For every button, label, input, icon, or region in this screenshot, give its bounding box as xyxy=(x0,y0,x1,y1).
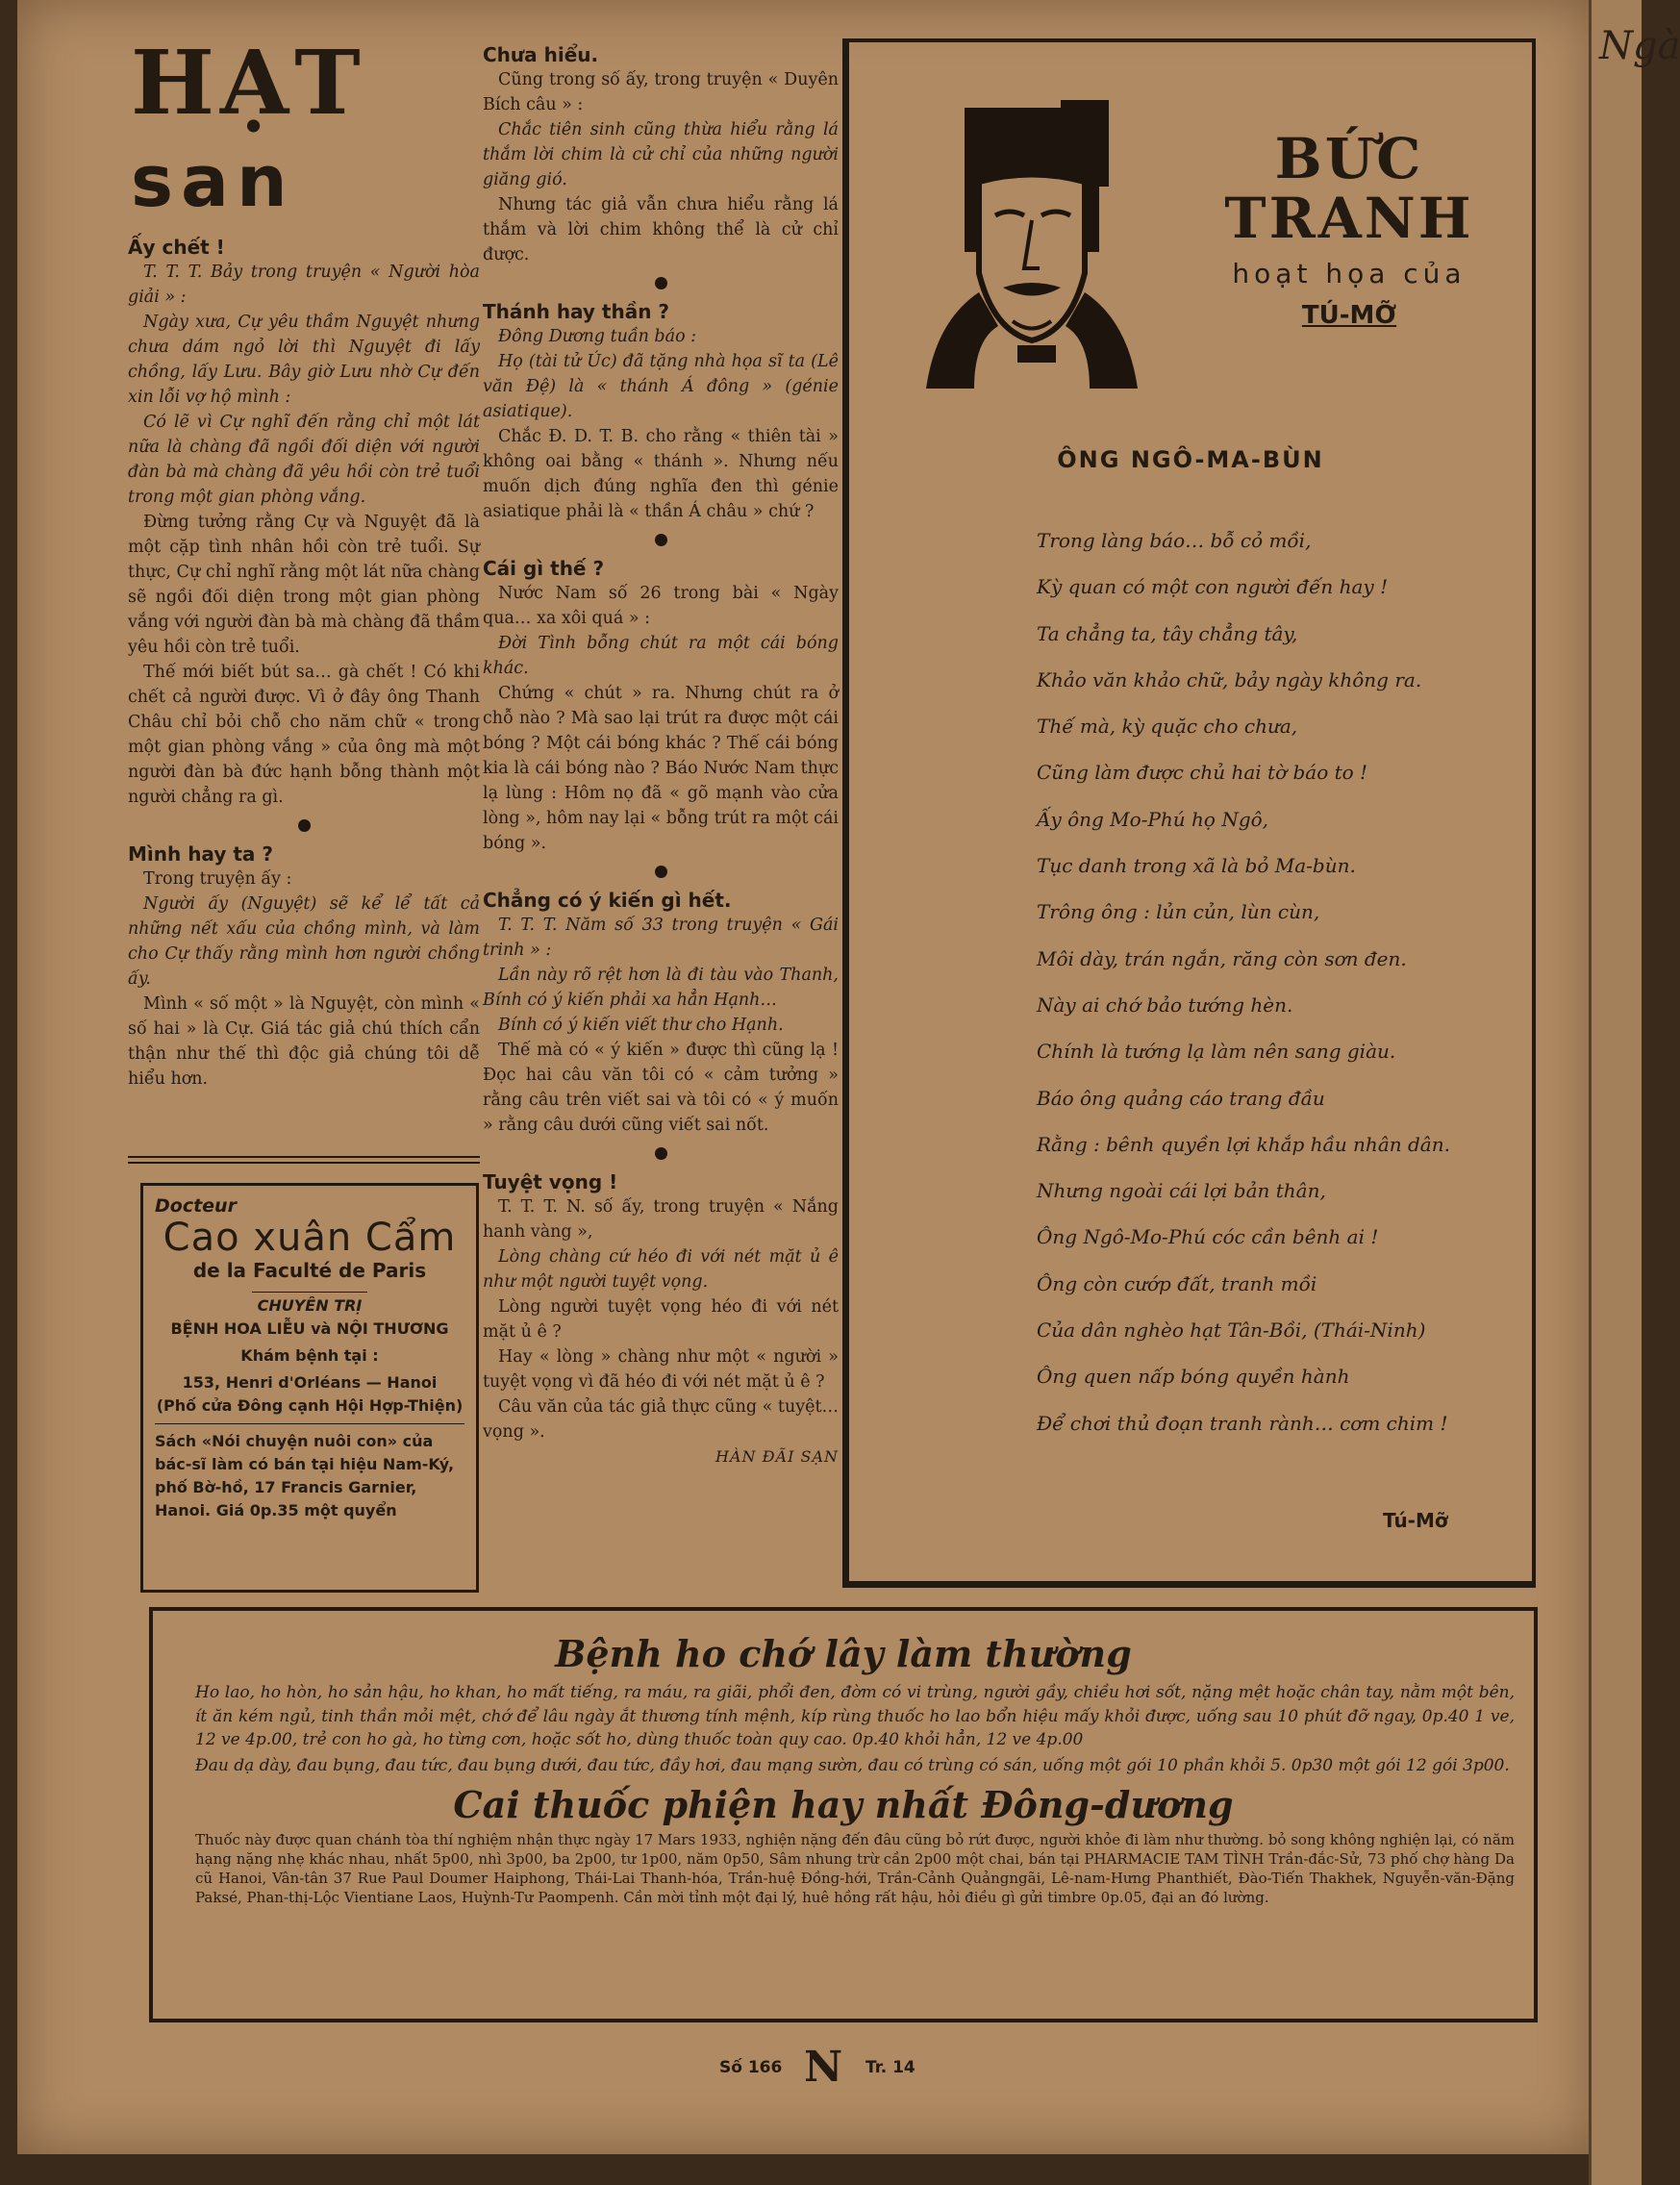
poem-line: Kỳ quan có một con người đến hay ! xyxy=(1037,575,1389,599)
paragraph: Câu văn của tác giả thực cũng « tuyệt… vọng ». xyxy=(483,1397,839,1442)
page-number: Tr. 14 xyxy=(865,2058,915,2077)
paragraph: Thế mà có « ý kiến » được thì cũng lạ ! Đọc hai câu văn tôi có « cảm tưởng » rằng câu trên viết sai và tôi có « ý muốn » rằng câu dưới cũng viết sai nốt. xyxy=(483,1041,839,1135)
poem-line: Ông quen nấp bóng quyền hành xyxy=(1037,1365,1350,1389)
paragraph: T. T. T. Bảy trong truyện « Người hòa giải » : xyxy=(128,263,480,307)
heading-thanh-hay-than: Thánh hay thần ? xyxy=(483,300,670,323)
poem-line: Ông còn cướp đất, tranh mồi xyxy=(1037,1271,1317,1295)
title-hat: HẠT xyxy=(131,31,366,135)
ad-address-2: (Phố cửa Đông cạnh Hội Hợp-Thiện) xyxy=(156,1396,464,1415)
quote: Bính có ý kiến viết thư cho Hạnh. xyxy=(498,1016,784,1035)
paragraph: T. T. T. N. số ấy, trong truyện « Nắng hanh vàng », xyxy=(483,1197,839,1242)
ad-text-cai-thuoc: Thuốc này được quan chánh tòa thí nghiệm nhận thực ngày 17 Mars 1933, nghiện nặng đến đâu cũng bỏ rứt được, người khỏe đi làm như thường. bỏ song không nghiện lại, có năm hạng nặng nhẹ khác nhau, nhất 5p00, nhì 3p00, ba 2p00, tư 1p00, năm 0p50, Sâm nhung trừ cần 2p00 một chai, bán tại PHARMACIE TAM TÌNH Trần-đắc-Sử, 73 phố chợ hàng Da cũ Hanoi, Vân-tân 37 Rue Paul Doumer Haiphong, Thái-Lai Thanh-hóa, Trần-huệ Đồng-hới, Trần-Cảnh Quảngngãi, Lê-nam-Hưng Phanthiết, Đào-Tiến Thakhek, Nguyễn-văn-Đặng Paksé, Phan-thị-Lộc Vientiane Laos, Huỳnh-Tư Paompenh. Cần mời tỉnh một đại lý, huê hồng rất hậu, hỏi điều gì gửi timbre 0p.05, đại an đó lường. xyxy=(195,1831,1515,1906)
title-buc: BỨC xyxy=(1274,126,1424,191)
ad-kham: Khám bệnh tại : xyxy=(240,1346,379,1365)
poem-line: Tục danh trong xã là bỏ Ma-bùn. xyxy=(1037,854,1356,878)
heading-ay-chet: Ấy chết ! xyxy=(128,236,225,259)
paragraph: Hay « lòng » chàng như một « người » tuyệt vọng vì đã héo đi với nét mặt ủ ê ? xyxy=(483,1347,839,1392)
paragraph: Nước Nam số 26 trong bài « Ngày qua… xa xôi quá » : xyxy=(483,584,839,628)
poem-line: Báo ông quảng cáo trang đầu xyxy=(1037,1086,1325,1110)
bullet-divider xyxy=(655,534,667,546)
paragraph: Thế mới biết bút sa… gà chết ! Có khi chết cả người được. Vì ở đây ông Thanh Châu chỉ bỏi chỗ cho năm chữ « trong một gian phòng vắng » của ông mà một người đàn bà đức hạnh bỗng thành một người chẳng ra gì. xyxy=(128,663,480,807)
newspaper-logo: N xyxy=(804,2043,843,2092)
newspaper-page xyxy=(17,0,1594,2154)
buc-tranh-heading xyxy=(1195,126,1503,330)
bullet-divider xyxy=(655,866,667,878)
paragraph: Mình « số một » là Nguyệt, còn mình « số hai » là Cự. Giá tác giả chú thích cẩn thận như thế thì độc giả chúng tôi dễ hiểu hơn. xyxy=(128,994,480,1089)
quote: Lần này rõ rệt hơn là đi tàu vào Thanh, Bính có ý kiến phải xa hẳn Hạnh… xyxy=(483,966,839,1010)
quote: Đời Tình bỗng chút ra một cái bóng khác. xyxy=(483,634,839,678)
column-2 xyxy=(483,38,839,1469)
poem-line: Nhưng ngoài cái lợi bản thân, xyxy=(1037,1179,1326,1203)
paragraph: Chứng « chút » ra. Nhưng chút ra ở chỗ nào ? Mà sao lại trút ra được một cái bóng ? Một cái bóng khác ? Thế cái bóng kia là cái bóng nào ? Báo Nước Nam thực lạ lùng : Hôm nọ đã « gõ mạnh vào cửa lòng », hôm nay lại « bỗng trút ra một cái bóng ». xyxy=(483,684,839,853)
title-tranh: TRANH xyxy=(1224,186,1474,251)
poem-line: Cũng làm được chủ hai tờ báo to ! xyxy=(1037,761,1368,785)
section-title xyxy=(131,31,366,223)
quote: Có lẽ vì Cự nghĩ đến rằng chỉ một lát nữa là chàng đã ngồi đối diện với người đàn bà mà chàng đã yêu hồi còn trẻ tuổi trong một gian phòng vắng. xyxy=(128,413,480,507)
paragraph: T. T. T. Năm số 33 trong truyện « Gái trinh » : xyxy=(483,916,839,960)
paragraph: Lòng người tuyệt vọng héo đi với nét mặt ủ ê ? xyxy=(483,1297,839,1342)
column-1 xyxy=(128,231,480,1092)
buc-tranh-box xyxy=(842,38,1536,1588)
quote: Chắc tiên sinh cũng thừa hiểu rằng lá thắm lời chim là cử chỉ của những người giăng gió. xyxy=(483,120,839,189)
quote: Họ (tài tử Úc) đã tặng nhà họa sĩ ta (Lê văn Đệ) là « thánh Á đông » (génie asiatique). xyxy=(483,352,839,421)
poem-line: Trong làng báo… bỗ cỏ mồi, xyxy=(1037,529,1312,552)
poem-line: Của dân nghèo hạt Tân-Bồi, (Thái-Ninh) xyxy=(1037,1319,1426,1343)
divider xyxy=(128,1162,480,1164)
bullet-divider xyxy=(655,1147,667,1160)
ad-title-benh-ho: Bệnh ho chớ lây làm thường xyxy=(555,1632,1132,1675)
quote: Lòng chàng cứ héo đi với nét mặt ủ ê như một người tuyệt vọng. xyxy=(483,1247,839,1292)
poem-line: Ấy ông Mo-Phú họ Ngô, xyxy=(1037,807,1269,831)
adjacent-page-edge xyxy=(1589,0,1680,2185)
paragraph: Nhưng tác giả vẫn chưa hiểu rằng lá thắm và lời chim không thể là cử chỉ được. xyxy=(483,195,839,264)
heading-chang-co-y-kien: Chẳng có ý kiến gì hết. xyxy=(483,889,732,912)
quote: Người ấy (Nguyệt) sẽ kể lể tất cả những nết xấu của chồng mình, và làm cho Cự thấy rằng mình hơn người chồng ấy. xyxy=(128,894,480,989)
subtitle-hoat-hoa: hoạt họa của xyxy=(1232,258,1467,289)
ad-text-da-day: Đau dạ dày, đau bụng, đau tức, đau bụng dưới, đau tức, đầy hơi, đau mạng sườn, đau có trùng có sán, uống một gói 10 phần khỏi 5. 0p30 một gói 12 gói 3p00. xyxy=(195,1755,1510,1775)
ad-docteur: Docteur xyxy=(155,1195,237,1217)
paragraph: Cũng trong số ấy, trong truyện « Duyên Bích câu » : xyxy=(483,70,839,114)
heading-chua-hieu: Chưa hiểu. xyxy=(483,43,599,66)
poem-line: Khảo văn khảo chữ, bảy ngày không ra. xyxy=(1037,667,1422,691)
signature-han-dai-san: HÀN ĐÃI SẠN xyxy=(715,1447,839,1466)
quote: Ngày xưa, Cự yêu thầm Nguyệt nhưng chưa dám ngỏ lời thì Nguyệt đi lấy chồng, lấy Lưu. Bây giờ Lưu nhờ Cự đến xin lỗi vợ hộ mình : xyxy=(128,313,480,407)
divider xyxy=(128,1156,480,1158)
ad-book: Sách «Nói chuyện nuôi con» của bác-sĩ làm có bán tại hiệu Nam-Ký, phố Bờ-hồ, 17 Francis Garnier, Hanoi. Giá 0p.35 một quyển xyxy=(155,1432,455,1519)
poem-line: Trông ông : lủn củn, lùn cùn, xyxy=(1037,900,1320,924)
adjacent-page-fragment: Ngà xyxy=(1599,24,1680,68)
paragraph: Chắc Đ. D. T. B. cho rằng « thiên tài » không oai bằng « thánh ». Nhưng nếu muốn dịch đúng nghĩa đen thì génie asiatique phải là « thần Á châu » chứ ? xyxy=(483,427,839,521)
caricature-portrait xyxy=(907,100,1157,389)
poem-line: Ta chẳng ta, tây chẳng tây, xyxy=(1037,621,1298,645)
poem-line: Chính là tướng lạ làm nên sang giàu. xyxy=(1037,1040,1396,1064)
poem-line: Để chơi thủ đoạn tranh rành… cơm chim ! xyxy=(1037,1411,1448,1435)
title-san: san xyxy=(131,140,295,223)
paragraph: Trong truyện ấy : xyxy=(143,869,292,889)
doctor-advert xyxy=(140,1183,479,1593)
divider xyxy=(155,1423,464,1424)
ad-faculty: de la Faculté de Paris xyxy=(192,1259,427,1282)
poem-line: Này ai chớ bảo tướng hèn. xyxy=(1037,992,1293,1017)
heading-minh-hay-ta: Mình hay ta ? xyxy=(128,842,273,866)
poem-signature: Tú-Mỡ xyxy=(1383,1509,1448,1532)
ad-title-cai-thuoc: Cai thuốc phiện hay nhất Đông-dương xyxy=(453,1783,1234,1826)
heading-tuyet-vong: Tuyệt vọng ! xyxy=(483,1170,618,1193)
paragraph: Đông Dương tuần báo : xyxy=(498,327,697,346)
poem-line: Rằng : bênh quyền lợi khắp hầu nhân dân. xyxy=(1037,1132,1450,1156)
ad-address: 153, Henri d'Orléans — Hanoi xyxy=(182,1373,438,1392)
author-tu-mo: TÚ-MỠ xyxy=(1301,301,1397,330)
poem-line: Ông Ngô-Mo-Phú cóc cần bênh ai ! xyxy=(1037,1225,1379,1249)
ad-chuyen-tri: CHUYÊN TRỊ xyxy=(257,1296,363,1315)
bullet-divider xyxy=(298,819,311,832)
heading-cai-gi-the: Cái gì thế ? xyxy=(483,557,605,580)
divider xyxy=(252,1292,367,1293)
poem-line: Môi dày, trán ngắn, răng còn sơn đen. xyxy=(1037,946,1407,970)
ad-specialty: BỆNH HOA LIỄU và NỘI THƯƠNG xyxy=(170,1319,449,1338)
paragraph: Đừng tưởng rằng Cự và Nguyệt đã là một cặp tình nhân hồi còn trẻ tuổi. Sự thực, Cự chỉ nghĩ rằng một lát nữa chàng sẽ ngồi đối diện trong một gian phòng vắng với người đàn bà mà chàng đã thầm yêu hồi còn trẻ tuổi. xyxy=(128,513,480,657)
bullet-divider xyxy=(655,277,667,289)
medicine-advert xyxy=(150,1608,1537,2022)
issue-number: Số 166 xyxy=(719,2058,783,2077)
poem-line: Thế mà, kỳ quặc cho chưa, xyxy=(1037,715,1298,739)
poem xyxy=(1037,517,1517,1446)
ad-text-ho: Ho lao, ho hòn, ho sản hậu, ho khan, ho mất tiếng, ra máu, ra giãi, phổi đen, đờm có vi trùng, người gầy, chiều hơi sốt, nặng mệt hoặc chân tay, nằm một bên, ít ăn kém ngủ, tinh thần mỏi mệt, chớ để lâu ngày ắt thương tính mệnh, kíp rùng thuốc ho lao bổn hiệu mấy khỏi được, uống sau 10 phút đỡ ngay, 0p.40 1 ve, 12 ve 4p.00, trẻ con ho gà, ho từng cơn, hoặc sốt ho, dùng thuốc toàn quy cao. 0p.40 khỏi hẳn, 12 ve 4p.00 xyxy=(195,1683,1515,1749)
ad-doctor-name: Cao xuân Cẩm xyxy=(163,1216,457,1260)
poem-title: ÔNG NGÔ-MA-BÙN xyxy=(1057,446,1324,473)
